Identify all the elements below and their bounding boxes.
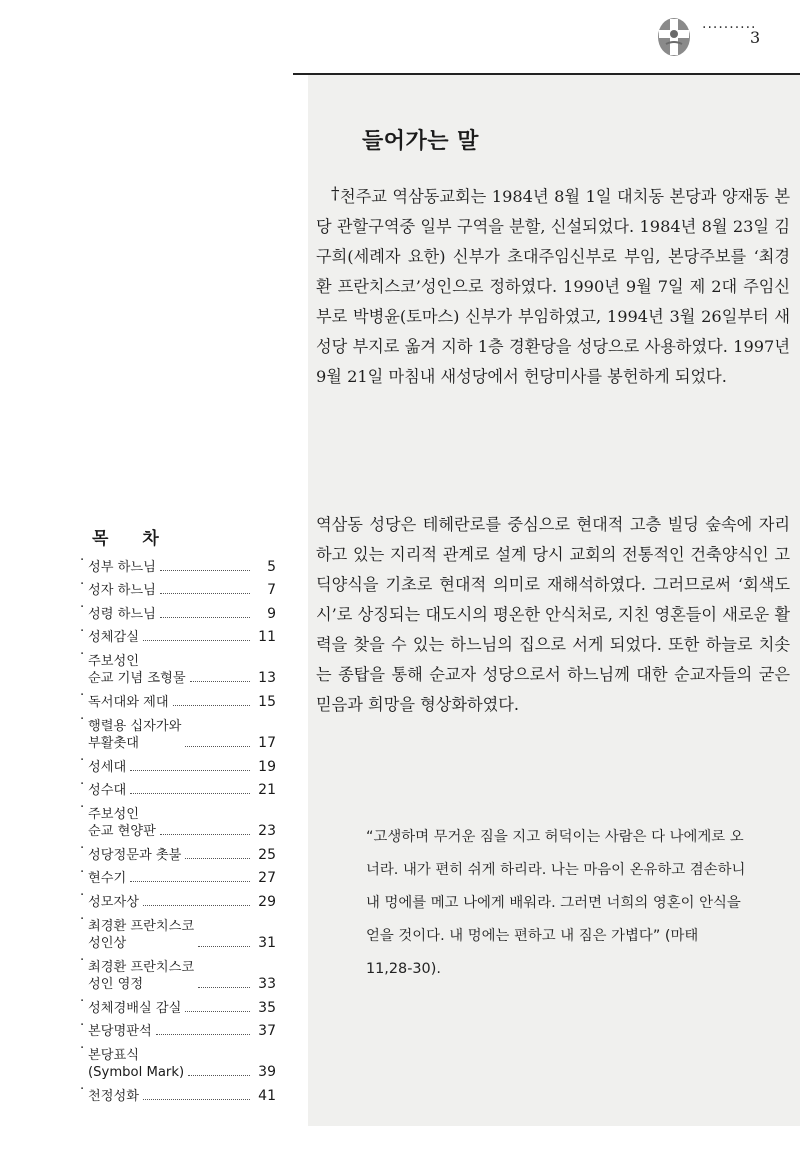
- toc-dot-leader: [198, 987, 250, 988]
- toc-dot-leader: [143, 905, 250, 906]
- toc-item-page: 7: [267, 582, 276, 599]
- toc-item-page: 15: [258, 693, 276, 710]
- toc-item[interactable]: [80, 687, 276, 711]
- toc-dot-leader: [143, 1099, 250, 1100]
- toc-dot-leader: [185, 746, 250, 747]
- toc-item-label: 성당정문과 촛불: [88, 847, 182, 863]
- toc-item[interactable]: [80, 840, 276, 864]
- toc-bullet: ·: [80, 752, 85, 768]
- toc-bullet: ·: [80, 553, 85, 568]
- toc-item-page: 25: [258, 846, 276, 863]
- toc-list: [80, 552, 276, 1105]
- toc-bullet: ·: [80, 993, 85, 1009]
- architecture-paragraph: 역삼동 성당은 테헤란로를 중심으로 현대적 고층 빌딩 숲속에 자리하고 있는 지리적 관계로 설계 당시 교회의 전통적인 건축양식인 고딕양식을 기초로 현대적 의미로 재해석하였다. 그러므로써 ‘회색도시’로 상징되는 대도시의 평온한 안식처로, 지친 영혼들이 새로운 활력을 찾을 수 있는 하느님의 집으로 서게 되었다. 또한 하늘로 치솟는 종탑을 통해 순교자 성당으로서 하느님께 대한 순교자들의 굳은 믿음과 희망을 형상화하였다.: [316, 515, 790, 714]
- header-leader: ··········: [702, 20, 757, 36]
- toc-item[interactable]: [80, 552, 276, 576]
- toc-item[interactable]: [80, 952, 276, 993]
- toc-item-page: 19: [258, 758, 276, 775]
- toc-item-label: 최경환 프란치스코 성인 영정: [88, 959, 195, 992]
- toc-dot-leader: [160, 834, 250, 835]
- toc-item[interactable]: [80, 887, 276, 911]
- toc-item[interactable]: [80, 1081, 276, 1105]
- toc-item[interactable]: [80, 711, 276, 752]
- toc-item[interactable]: [80, 623, 276, 647]
- toc-bullet: ·: [80, 864, 85, 880]
- toc-item[interactable]: [80, 1017, 276, 1041]
- toc-item-label: 성령 하느님: [88, 606, 156, 622]
- toc-item-label: 성체경배실 감실: [88, 1000, 182, 1016]
- toc-bullet: ·: [80, 841, 85, 857]
- toc-item-label: 주보성인 순교 현양판: [88, 807, 156, 840]
- toc-dot-leader: [185, 858, 250, 859]
- page-number: 3: [750, 28, 761, 47]
- toc-item-label: 성세대: [88, 759, 127, 775]
- toc-bullet: ·: [80, 776, 85, 792]
- toc-item-page: 9: [267, 605, 276, 622]
- toc-bullet: ·: [80, 600, 85, 616]
- toc-item[interactable]: [80, 599, 276, 623]
- parish-emblem-icon: [656, 16, 692, 58]
- toc-item[interactable]: [80, 776, 276, 800]
- toc-item[interactable]: [80, 864, 276, 888]
- toc-item-page: 23: [258, 823, 276, 840]
- toc-item-page: 5: [267, 558, 276, 575]
- toc-item[interactable]: [80, 799, 276, 840]
- toc-item-label: 성체감실: [88, 630, 139, 646]
- toc-dot-leader: [173, 705, 250, 706]
- toc-item[interactable]: [80, 576, 276, 600]
- toc-item[interactable]: [80, 993, 276, 1017]
- toc-item[interactable]: [80, 1040, 276, 1081]
- toc-item-label: 천정성화: [88, 1088, 139, 1104]
- toc-dot-leader: [160, 617, 250, 618]
- toc-bullet: ·: [80, 800, 85, 816]
- toc-item-label: 본당명판석: [88, 1024, 152, 1040]
- toc-item-page: 39: [258, 1064, 276, 1081]
- toc-bullet: ·: [80, 1017, 85, 1033]
- toc-item-page: 27: [258, 870, 276, 887]
- toc-bullet: ·: [80, 888, 85, 904]
- toc-dot-leader: [143, 640, 250, 641]
- toc-item-label: 성수대: [88, 783, 127, 799]
- toc-item[interactable]: [80, 752, 276, 776]
- toc-item-label: 본당표식 (Symbol Mark): [88, 1048, 185, 1081]
- toc-bullet: ·: [80, 711, 85, 727]
- toc-dot-leader: [185, 1011, 250, 1012]
- toc-dot-leader: [130, 881, 250, 882]
- toc-bullet: ·: [80, 688, 85, 704]
- toc-dot-leader: [160, 593, 250, 594]
- toc-dot-leader: [160, 570, 250, 571]
- toc-item-label: 현수기: [88, 871, 127, 887]
- toc-item[interactable]: [80, 911, 276, 952]
- toc-bullet: ·: [80, 1041, 85, 1057]
- toc-dot-leader: [130, 770, 250, 771]
- toc-dot-leader: [156, 1034, 250, 1035]
- toc-bullet: ·: [80, 952, 85, 968]
- toc-item-page: 17: [258, 734, 276, 751]
- scripture-quote: “고생하며 무거운 짐을 지고 허덕이는 사람은 다 나에게로 오너라. 내가 편히 쉬게 하리라. 나는 마음이 온유하고 겸손하니 내 멍에를 메고 나에게 배워라. 그러면 너희의 영혼이 안식을 얻을 것이다. 내 멍에는 편하고 내 짐은 가볍다” (마태 11,28-30).: [366, 829, 746, 977]
- toc-bullet: ·: [80, 911, 85, 927]
- toc-item-label: 성모자상: [88, 894, 139, 910]
- toc-item-label: 성부 하느님: [88, 559, 156, 575]
- toc-dot-leader: [198, 946, 250, 947]
- toc-item-page: 31: [258, 934, 276, 951]
- toc-item-page: 35: [258, 999, 276, 1016]
- toc-item-label: 행렬용 십자가와 부활촛대: [88, 718, 182, 751]
- toc-item-page: 41: [258, 1087, 276, 1104]
- toc-bullet: ·: [80, 1082, 85, 1098]
- toc-item-page: 37: [258, 1023, 276, 1040]
- toc-item-label: 주보성인 순교 기념 조형물: [88, 654, 186, 687]
- toc-item-label: 최경환 프란치스코 성인상: [88, 918, 195, 951]
- toc-item-page: 21: [258, 782, 276, 799]
- toc-dot-leader: [188, 1075, 250, 1076]
- toc-item-label: 독서대와 제대: [88, 694, 169, 710]
- section-title: 들어가는 말: [362, 129, 479, 154]
- toc-dot-leader: [130, 793, 250, 794]
- toc-item[interactable]: [80, 646, 276, 687]
- toc-bullet: ·: [80, 623, 85, 639]
- toc-item-page: 29: [258, 893, 276, 910]
- cross-icon: †: [331, 184, 340, 204]
- toc-item-label: 성자 하느님: [88, 583, 156, 599]
- toc-dot-leader: [190, 681, 250, 682]
- toc-item-page: 13: [258, 670, 276, 687]
- toc-title: 목차: [92, 529, 193, 549]
- toc-bullet: ·: [80, 647, 85, 663]
- toc-item-page: 33: [258, 975, 276, 992]
- intro-paragraph: 천주교 역삼동교회는 1984년 8월 1일 대치동 본당과 양재동 본당 관할구역중 일부 구역을 분할, 신설되었다. 1984년 8월 23일 김구희(세례자 요한) 신부가 초대주임신부로 부임, 본당주보를 ‘최경환 프란치스코’성인으로 정하였다. 1990년 9월 7일 제 2대 주임신부로 박병윤(토마스) 신부가 부임하였고, 1994년 3월 26일부터 새성당 부지로 옮겨 지하 1층 경환당을 성당으로 사용하였다. 1997년 9월 21일 마침내 새성당에서 헌당미사를 봉헌하게 되었다.: [316, 187, 790, 386]
- toc-item-page: 11: [258, 629, 276, 646]
- toc-bullet: ·: [80, 576, 85, 592]
